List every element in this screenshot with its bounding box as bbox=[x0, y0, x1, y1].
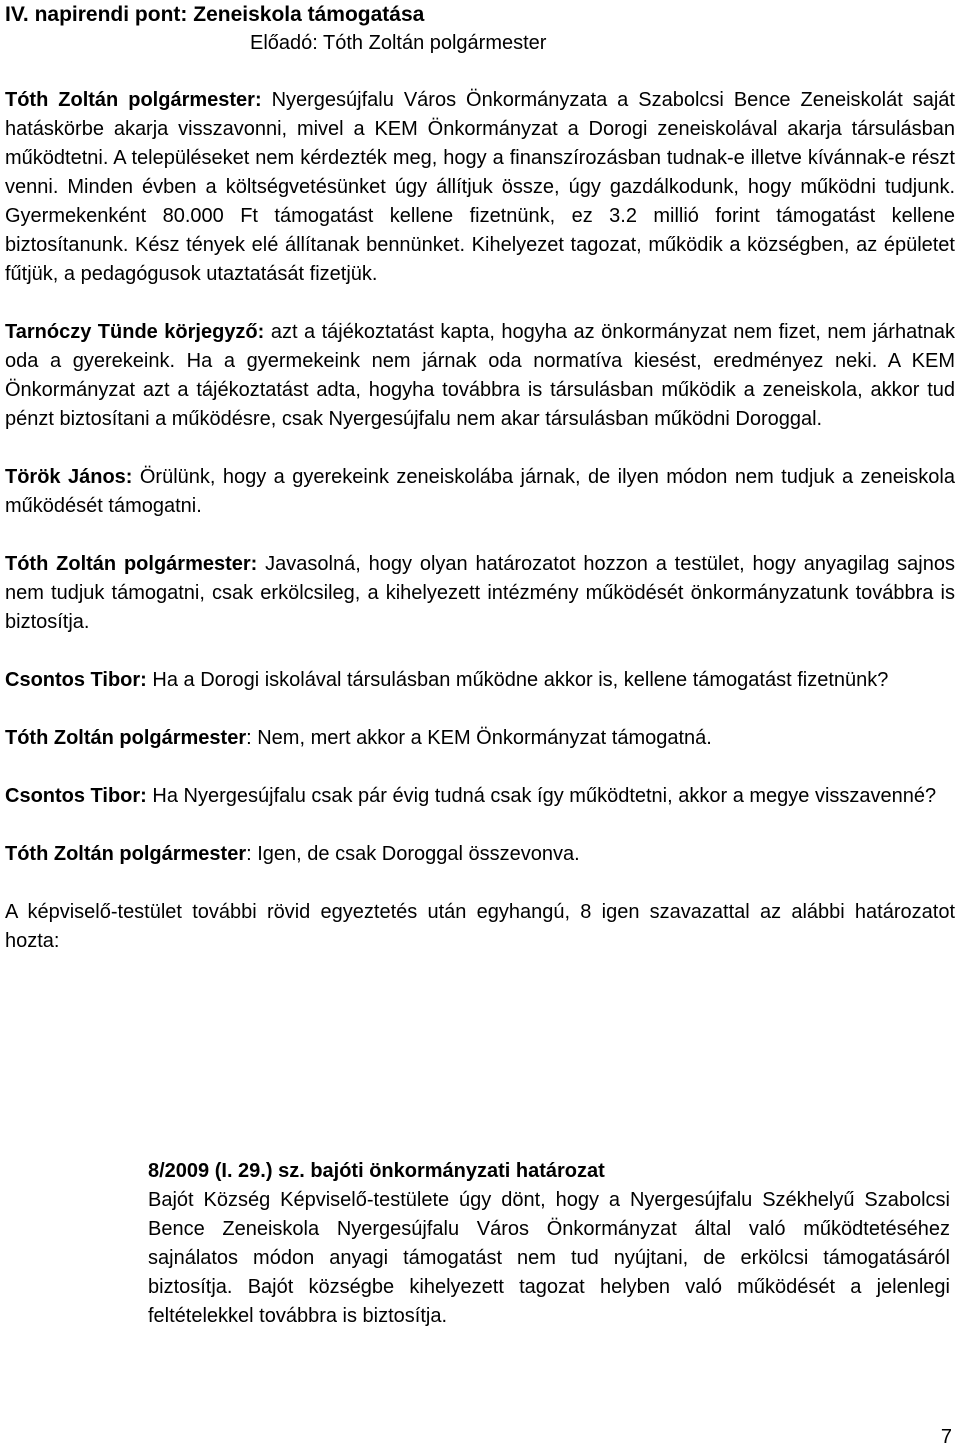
paragraph-text: : Nem, mert akkor a KEM Önkormányzat támogatná. bbox=[246, 727, 712, 749]
paragraph-mayor-answer-1 bbox=[5, 724, 955, 753]
speaker-name: Tóth Zoltán polgármester bbox=[5, 843, 247, 865]
speaker-name: Tarnóczy Tünde körjegyző: bbox=[5, 321, 265, 343]
paragraph-text: Ha Nyergesújfalu csak pár évig tudná csak így működtetni, akkor a megye visszavenné? bbox=[146, 785, 937, 807]
speaker-name: Török János: bbox=[5, 466, 133, 488]
agenda-heading bbox=[5, 0, 955, 29]
paragraph-csontos-question-1 bbox=[5, 666, 955, 695]
paragraph-text: Javasolná, hogy olyan határozatot hozzon a testület, hogy anyagilag sajnos nem tudjuk támogatni, csak erkölcsileg, a kihelyezett intézmény működését önkormányzatunk továbbra is biztosítja. bbox=[5, 553, 955, 633]
speaker-name: Csontos Tibor: bbox=[5, 785, 147, 807]
paragraph-text: azt a tájékoztatást kapta, hogyha az önkormányzat nem fizet, nem járhatnak oda a gyerekeink. Ha a gyermekeink nem járnak oda normatíva kiesést, eredményez neki. A KEM Önkormányzat azt a tájékoztatást adta, hogyha továbbra is társulásban működik a zeneiskola, akkor tud pénzt biztosítani a működésre, csak Nyergesújfalu nem akar társulásban működni Doroggal. bbox=[5, 321, 955, 430]
paragraph-mayor-proposal bbox=[5, 550, 955, 637]
speaker-name: Tóth Zoltán polgármester bbox=[5, 727, 247, 749]
speaker-name: Tóth Zoltán polgármester: bbox=[5, 553, 258, 575]
document-page bbox=[5, 0, 955, 956]
speaker-name: Csontos Tibor: bbox=[5, 669, 147, 691]
resolution-body: Bajót Község Képviselő-testülete úgy dönt, hogy a Nyergesújfalu Székhelyű Szabolcsi Bence Zeneiskola Nyergesújfalu Város Önkormányzat által való működtetéséhez sajnálatos módon anyagi támogatást nem tud nyújtani, de erkölcsi támogatásáról biztosítja. Bajót községbe kihelyezett tagozat helyben való működését a jelenlegi feltételekkel továbbra is biztosítja. bbox=[148, 1189, 950, 1327]
paragraph-text: : Igen, de csak Doroggal összevonva. bbox=[246, 843, 580, 865]
page-number: 7 bbox=[940, 1426, 952, 1448]
agenda-number: IV. napirendi pont: bbox=[5, 3, 188, 26]
paragraph-text: Ha a Dorogi iskolával társulásban működne akkor is, kellene támogatást fizetnünk? bbox=[146, 669, 889, 691]
paragraph-text: Nyergesújfalu Város Önkormányzata a Szabolcsi Bence Zeneiskolát saját hatáskörbe akarja visszavonni, mivel a KEM Önkormányzat a Dorogi zeneiskolával akarja társulásban működtetni. A településeket nem kérdezték meg, hogy a finanszírozásban tudnak-e illetve kívánnak-e részt venni. Minden évben a költségvetésünket úgy állítjuk össze, úgy gazdálkodunk, hogy működni tudjunk. Gyermekenként 80.000 Ft támogatást kellene fizetnünk, ez 3.2 millió forint támogatást kellene biztosítanunk. Kész tények elé állítanak bennünket. Kihelyezet tagozat, működik a községben, az épületet fűtjük, a pedagógusok utaztatását fizetjük. bbox=[5, 89, 955, 285]
presenter-line: Előadó: Tóth Zoltán polgármester bbox=[250, 32, 547, 54]
paragraph-vote bbox=[5, 898, 955, 956]
paragraph-mayor-intro bbox=[5, 86, 955, 289]
paragraph-text: Örülünk, hogy a gyerekeink zeneiskolába járnak, de ilyen módon nem tudjuk a zeneiskola működését támogatni. bbox=[5, 466, 955, 517]
speaker-name: Tóth Zoltán polgármester: bbox=[5, 89, 262, 111]
paragraph-text: A képviselő-testület további rövid egyeztetés után egyhangú, 8 igen szavazattal az alábbi határozatot hozta: bbox=[5, 901, 955, 952]
paragraph-mayor-answer-2 bbox=[5, 840, 955, 869]
resolution-title: 8/2009 (I. 29.) sz. bajóti önkormányzati határozat bbox=[148, 1160, 605, 1182]
paragraph-csontos-question-2 bbox=[5, 782, 955, 811]
agenda-title: Zeneiskola támogatása bbox=[193, 3, 425, 26]
resolution-block bbox=[148, 1157, 950, 1331]
paragraph-notary bbox=[5, 318, 955, 434]
paragraph-torok bbox=[5, 463, 955, 521]
